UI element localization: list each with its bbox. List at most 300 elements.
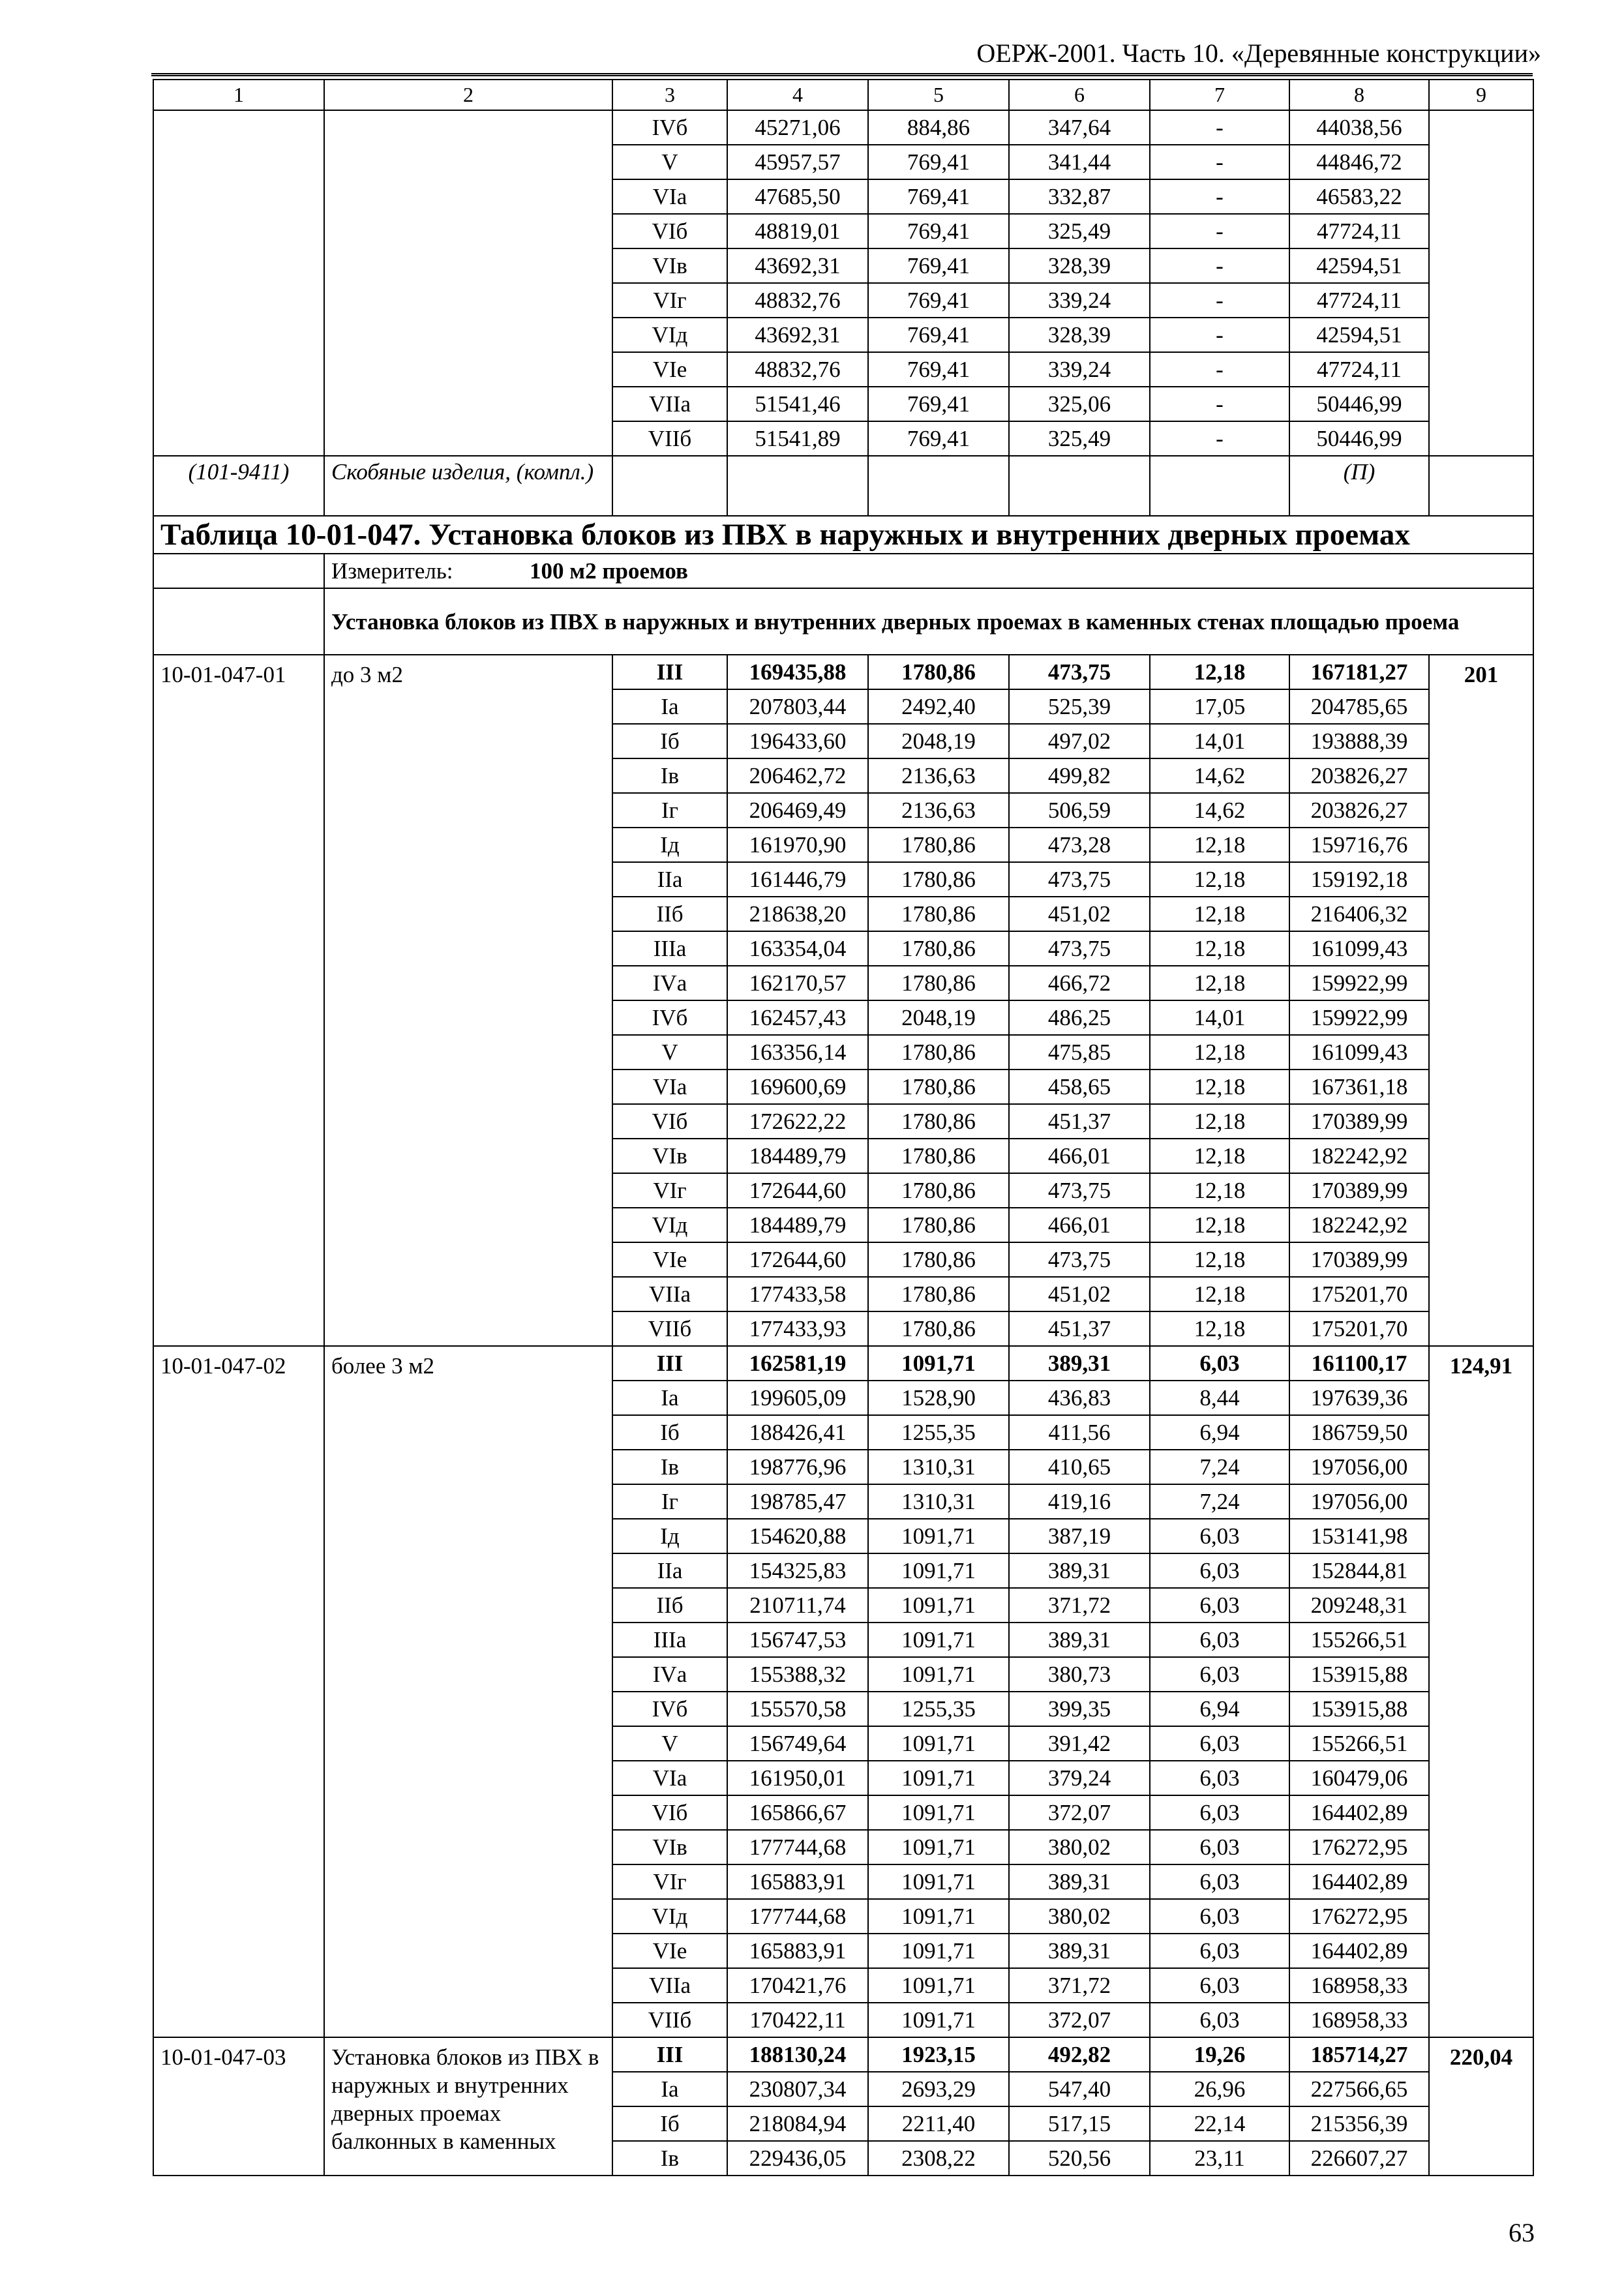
value-cell: 769,41: [868, 179, 1009, 214]
value-cell: 172644,60: [727, 1242, 868, 1277]
value-cell: 391,42: [1009, 1726, 1150, 1761]
zone-cell: VIб: [612, 214, 727, 248]
zone-cell: III: [612, 1346, 727, 1381]
value-cell: 506,59: [1009, 793, 1150, 828]
rates-table-body: [153, 80, 1533, 2176]
zone-cell: IIа: [612, 862, 727, 897]
value-cell: 156749,64: [727, 1726, 868, 1761]
value-cell: 185714,27: [1289, 2037, 1429, 2072]
value-cell: 48832,76: [727, 283, 868, 318]
value-cell: 389,31: [1009, 1864, 1150, 1899]
value-cell: 172622,22: [727, 1104, 868, 1139]
zone-cell: VIе: [612, 352, 727, 387]
col9-cell: 201: [1429, 655, 1533, 1346]
value-cell: 1780,86: [868, 1070, 1009, 1104]
value-cell: 6,03: [1150, 1761, 1289, 1795]
value-cell: 26,96: [1150, 2072, 1289, 2106]
value-cell: 475,85: [1009, 1035, 1150, 1070]
value-cell: 769,41: [868, 387, 1009, 421]
value-cell: 517,15: [1009, 2106, 1150, 2141]
value-cell: 161099,43: [1289, 1035, 1429, 1070]
value-cell: 184489,79: [727, 1208, 868, 1242]
value-cell: 6,03: [1150, 1519, 1289, 1553]
value-cell: 23,11: [1150, 2141, 1289, 2176]
zone-cell: VIа: [612, 179, 727, 214]
value-cell: -: [1150, 248, 1289, 283]
zone-cell: VIв: [612, 1830, 727, 1864]
value-cell: 182242,92: [1289, 1208, 1429, 1242]
zone-cell: VIIб: [612, 421, 727, 456]
value-cell: 1310,31: [868, 1450, 1009, 1484]
value-cell: 339,24: [1009, 352, 1150, 387]
value-cell: 161950,01: [727, 1761, 868, 1795]
zone-cell: Iб: [612, 2106, 727, 2141]
value-cell: 2136,63: [868, 758, 1009, 793]
value-cell: 155388,32: [727, 1657, 868, 1692]
value-cell: 172644,60: [727, 1173, 868, 1208]
value-cell: 380,02: [1009, 1830, 1150, 1864]
value-cell: 1091,71: [868, 2003, 1009, 2037]
value-cell: 229436,05: [727, 2141, 868, 2176]
value-cell: 12,18: [1150, 931, 1289, 966]
zone-cell: Iд: [612, 1519, 727, 1553]
zone-cell: VIIа: [612, 387, 727, 421]
zone-cell: VIв: [612, 1139, 727, 1173]
value-cell: 45957,57: [727, 145, 868, 179]
value-cell: 14,62: [1150, 793, 1289, 828]
column-number: 8: [1289, 80, 1429, 110]
value-cell: 325,06: [1009, 387, 1150, 421]
value-cell: 6,03: [1150, 1968, 1289, 2003]
value-cell: 164402,89: [1289, 1864, 1429, 1899]
value-cell: 168958,33: [1289, 2003, 1429, 2037]
value-cell: 44038,56: [1289, 110, 1429, 145]
value-cell: 347,64: [1009, 110, 1150, 145]
value-cell: 473,75: [1009, 1173, 1150, 1208]
value-cell: 547,40: [1009, 2072, 1150, 2106]
value-cell: 153915,88: [1289, 1657, 1429, 1692]
empty-cell: [1009, 456, 1150, 516]
table-row: [153, 655, 1533, 689]
value-cell: 182242,92: [1289, 1139, 1429, 1173]
value-cell: 161446,79: [727, 862, 868, 897]
value-cell: 206462,72: [727, 758, 868, 793]
value-cell: 451,02: [1009, 897, 1150, 931]
value-cell: 473,75: [1009, 655, 1150, 689]
value-cell: 170389,99: [1289, 1104, 1429, 1139]
value-cell: 1780,86: [868, 931, 1009, 966]
zone-cell: IIб: [612, 897, 727, 931]
running-header: ОЕРЖ-2001. Часть 10. «Деревянные конструкции»: [976, 38, 1541, 68]
value-cell: 163354,04: [727, 931, 868, 966]
rate-code: 10-01-047-01: [153, 655, 324, 1346]
value-cell: 451,37: [1009, 1311, 1150, 1346]
zone-cell: Iв: [612, 1450, 727, 1484]
value-cell: 1091,71: [868, 1761, 1009, 1795]
value-cell: 371,72: [1009, 1968, 1150, 2003]
code-cell: [153, 110, 324, 456]
header-rule: [151, 73, 1533, 76]
zone-cell: VIа: [612, 1070, 727, 1104]
value-cell: 6,03: [1150, 1657, 1289, 1692]
value-cell: 19,26: [1150, 2037, 1289, 2072]
value-cell: 50446,99: [1289, 387, 1429, 421]
value-cell: 769,41: [868, 283, 1009, 318]
meter-label: Измеритель:: [331, 558, 453, 584]
value-cell: 466,72: [1009, 966, 1150, 1000]
value-cell: 169435,88: [727, 655, 868, 689]
value-cell: 1780,86: [868, 1208, 1009, 1242]
col9-cell: [1429, 110, 1533, 456]
zone-cell: IVб: [612, 110, 727, 145]
value-cell: 47724,11: [1289, 283, 1429, 318]
zone-cell: V: [612, 1035, 727, 1070]
value-cell: 6,03: [1150, 1553, 1289, 1588]
value-cell: 1780,86: [868, 1242, 1009, 1277]
zone-cell: Iа: [612, 689, 727, 724]
zone-cell: V: [612, 145, 727, 179]
value-cell: 175201,70: [1289, 1311, 1429, 1346]
value-cell: 1091,71: [868, 1968, 1009, 2003]
value-cell: 1091,71: [868, 1934, 1009, 1968]
rate-code: 10-01-047-02: [153, 1346, 324, 2037]
zone-cell: V: [612, 1726, 727, 1761]
value-cell: 184489,79: [727, 1139, 868, 1173]
value-cell: 2048,19: [868, 1000, 1009, 1035]
empty-cell: [1150, 456, 1289, 516]
value-cell: 161100,17: [1289, 1346, 1429, 1381]
value-cell: 159922,99: [1289, 1000, 1429, 1035]
zone-cell: IIIа: [612, 1623, 727, 1657]
value-cell: 1528,90: [868, 1381, 1009, 1415]
zone-cell: VIIб: [612, 1311, 727, 1346]
value-cell: 165866,67: [727, 1795, 868, 1830]
value-cell: 1780,86: [868, 1035, 1009, 1070]
value-cell: 1780,86: [868, 897, 1009, 931]
value-cell: 1310,31: [868, 1484, 1009, 1519]
value-cell: 207803,44: [727, 689, 868, 724]
value-cell: 12,18: [1150, 1139, 1289, 1173]
value-cell: 2308,22: [868, 2141, 1009, 2176]
value-cell: 170421,76: [727, 1968, 868, 2003]
table-row: [153, 1346, 1533, 1381]
empty-cell: [153, 554, 324, 588]
zone-cell: IVб: [612, 1000, 727, 1035]
zone-cell: VIд: [612, 1208, 727, 1242]
value-cell: 1091,71: [868, 1657, 1009, 1692]
value-cell: 169600,69: [727, 1070, 868, 1104]
zone-cell: VIд: [612, 318, 727, 352]
col9-cell: 124,91: [1429, 1346, 1533, 2037]
value-cell: 12,18: [1150, 1035, 1289, 1070]
zone-cell: IIIа: [612, 931, 727, 966]
value-cell: 1091,71: [868, 1553, 1009, 1588]
value-cell: 380,73: [1009, 1657, 1150, 1692]
value-cell: 492,82: [1009, 2037, 1150, 2072]
empty-cell: [612, 456, 727, 516]
value-cell: 17,05: [1150, 689, 1289, 724]
value-cell: 2048,19: [868, 724, 1009, 758]
value-cell: 210711,74: [727, 1588, 868, 1623]
value-cell: 160479,06: [1289, 1761, 1429, 1795]
value-cell: 155570,58: [727, 1692, 868, 1726]
value-cell: 1780,86: [868, 828, 1009, 862]
value-cell: 1091,71: [868, 1795, 1009, 1830]
value-cell: 499,82: [1009, 758, 1150, 793]
value-cell: 14,01: [1150, 724, 1289, 758]
value-cell: 339,24: [1009, 283, 1150, 318]
zone-cell: III: [612, 655, 727, 689]
value-cell: 1255,35: [868, 1415, 1009, 1450]
value-cell: 419,16: [1009, 1484, 1150, 1519]
value-cell: -: [1150, 283, 1289, 318]
value-cell: 167361,18: [1289, 1070, 1429, 1104]
value-cell: 2693,29: [868, 2072, 1009, 2106]
value-cell: 372,07: [1009, 1795, 1150, 1830]
value-cell: 162581,19: [727, 1346, 868, 1381]
zone-cell: IIа: [612, 1553, 727, 1588]
column-number: 9: [1429, 80, 1533, 110]
value-cell: 520,56: [1009, 2141, 1150, 2176]
value-cell: 1780,86: [868, 1104, 1009, 1139]
value-cell: -: [1150, 421, 1289, 456]
value-cell: 48819,01: [727, 214, 868, 248]
zone-cell: III: [612, 2037, 727, 2072]
rate-name: до 3 м2: [324, 655, 612, 1346]
value-cell: 769,41: [868, 352, 1009, 387]
value-cell: 12,18: [1150, 1311, 1289, 1346]
zone-cell: Iа: [612, 1381, 727, 1415]
value-cell: 1255,35: [868, 1692, 1009, 1726]
value-cell: 525,39: [1009, 689, 1150, 724]
value-cell: 198785,47: [727, 1484, 868, 1519]
value-cell: 6,03: [1150, 1864, 1289, 1899]
value-cell: 47724,11: [1289, 214, 1429, 248]
value-cell: 227566,65: [1289, 2072, 1429, 2106]
value-cell: 209248,31: [1289, 1588, 1429, 1623]
value-cell: 22,14: [1150, 2106, 1289, 2141]
value-cell: -: [1150, 387, 1289, 421]
zone-cell: IVб: [612, 1692, 727, 1726]
value-cell: 1780,86: [868, 1139, 1009, 1173]
value-cell: -: [1150, 318, 1289, 352]
value-cell: -: [1150, 214, 1289, 248]
value-cell: 14,01: [1150, 1000, 1289, 1035]
value-cell: 372,07: [1009, 2003, 1150, 2037]
value-cell: 230807,34: [727, 2072, 868, 2106]
value-cell: 164402,89: [1289, 1795, 1429, 1830]
value-cell: 165883,91: [727, 1864, 868, 1899]
value-cell: 473,28: [1009, 828, 1150, 862]
value-cell: 451,02: [1009, 1277, 1150, 1311]
value-cell: 769,41: [868, 421, 1009, 456]
empty-cell: [153, 588, 324, 655]
value-cell: 42594,51: [1289, 248, 1429, 283]
table-row: [153, 2037, 1533, 2072]
value-cell: 6,03: [1150, 1588, 1289, 1623]
value-cell: 12,18: [1150, 1208, 1289, 1242]
value-cell: 206469,49: [727, 793, 868, 828]
column-number: 3: [612, 80, 727, 110]
zone-cell: Iг: [612, 1484, 727, 1519]
zone-cell: VIб: [612, 1104, 727, 1139]
value-cell: 1780,86: [868, 966, 1009, 1000]
value-cell: 769,41: [868, 214, 1009, 248]
value-cell: 155266,51: [1289, 1623, 1429, 1657]
value-cell: 6,03: [1150, 1623, 1289, 1657]
value-cell: 193888,39: [1289, 724, 1429, 758]
page-number: 63: [1509, 2218, 1535, 2247]
value-cell: 176272,95: [1289, 1899, 1429, 1934]
value-cell: 6,03: [1150, 1934, 1289, 1968]
value-cell: 332,87: [1009, 179, 1150, 214]
value-cell: 12,18: [1150, 655, 1289, 689]
value-cell: 155266,51: [1289, 1726, 1429, 1761]
value-cell: 175201,70: [1289, 1277, 1429, 1311]
value-cell: 177433,58: [727, 1277, 868, 1311]
value-cell: 165883,91: [727, 1934, 868, 1968]
value-cell: 1780,86: [868, 1311, 1009, 1346]
value-cell: 170389,99: [1289, 1173, 1429, 1208]
value-cell: 8,44: [1150, 1381, 1289, 1415]
value-cell: 46583,22: [1289, 179, 1429, 214]
value-cell: 186759,50: [1289, 1415, 1429, 1450]
value-cell: 153141,98: [1289, 1519, 1429, 1553]
column-number: 4: [727, 80, 868, 110]
value-cell: 153915,88: [1289, 1692, 1429, 1726]
value-cell: 176272,95: [1289, 1830, 1429, 1864]
value-cell: 6,03: [1150, 1795, 1289, 1830]
value-cell: 203826,27: [1289, 758, 1429, 793]
value-cell: 473,75: [1009, 931, 1150, 966]
value-cell: 451,37: [1009, 1104, 1150, 1139]
value-cell: 486,25: [1009, 1000, 1150, 1035]
value-cell: 156747,53: [727, 1623, 868, 1657]
zone-cell: VIIа: [612, 1277, 727, 1311]
zone-cell: Iв: [612, 2141, 727, 2176]
value-cell: -: [1150, 145, 1289, 179]
value-cell: 1091,71: [868, 1830, 1009, 1864]
value-cell: 6,94: [1150, 1415, 1289, 1450]
value-cell: 226607,27: [1289, 2141, 1429, 2176]
column-number: 6: [1009, 80, 1150, 110]
subheading-row: [153, 588, 1533, 655]
value-cell: 170422,11: [727, 2003, 868, 2037]
value-cell: 48832,76: [727, 352, 868, 387]
column-number: 2: [324, 80, 612, 110]
empty-cell: [1429, 456, 1533, 516]
value-cell: 154620,88: [727, 1519, 868, 1553]
value-cell: 399,35: [1009, 1692, 1150, 1726]
zone-cell: Iа: [612, 2072, 727, 2106]
value-cell: 1091,71: [868, 1519, 1009, 1553]
value-cell: 473,75: [1009, 862, 1150, 897]
zone-cell: VIг: [612, 1173, 727, 1208]
value-cell: -: [1150, 110, 1289, 145]
col9-cell: 220,04: [1429, 2037, 1533, 2176]
value-cell: 177744,68: [727, 1899, 868, 1934]
name-cell: [324, 110, 612, 456]
value-cell: 1091,71: [868, 1588, 1009, 1623]
value-cell: 161099,43: [1289, 931, 1429, 966]
value-cell: 1091,71: [868, 1623, 1009, 1657]
value-cell: 12,18: [1150, 1242, 1289, 1277]
value-cell: 325,49: [1009, 421, 1150, 456]
value-cell: 12,18: [1150, 828, 1289, 862]
value-cell: 1780,86: [868, 655, 1009, 689]
value-cell: 1780,86: [868, 1173, 1009, 1208]
meter-value: 100 м2 проемов: [530, 558, 688, 584]
value-cell: 1780,86: [868, 862, 1009, 897]
value-cell: 7,24: [1150, 1450, 1289, 1484]
value-cell: 159192,18: [1289, 862, 1429, 897]
value-cell: 43692,31: [727, 318, 868, 352]
value-cell: 218084,94: [727, 2106, 868, 2141]
value-cell: 167181,27: [1289, 655, 1429, 689]
value-cell: 159716,76: [1289, 828, 1429, 862]
value-cell: 50446,99: [1289, 421, 1429, 456]
value-cell: 43692,31: [727, 248, 868, 283]
value-cell: 170389,99: [1289, 1242, 1429, 1277]
zone-cell: VIд: [612, 1899, 727, 1934]
zone-cell: Iб: [612, 724, 727, 758]
value-cell: 769,41: [868, 318, 1009, 352]
value-cell: 1091,71: [868, 1864, 1009, 1899]
rate-name: более 3 м2: [324, 1346, 612, 2037]
value-cell: 188130,24: [727, 2037, 868, 2072]
zone-cell: Iг: [612, 793, 727, 828]
value-cell: 154325,83: [727, 1553, 868, 1588]
value-cell: 44846,72: [1289, 145, 1429, 179]
value-cell: 161970,90: [727, 828, 868, 862]
value-cell: 51541,46: [727, 387, 868, 421]
rate-code: 10-01-047-03: [153, 2037, 324, 2176]
zone-cell: VIе: [612, 1934, 727, 1968]
value-cell: 42594,51: [1289, 318, 1429, 352]
value-cell: 197056,00: [1289, 1484, 1429, 1519]
value-cell: 328,39: [1009, 318, 1150, 352]
zone-cell: Iб: [612, 1415, 727, 1450]
empty-cell: [727, 456, 868, 516]
meter-row: [153, 554, 1533, 588]
value-cell: 159922,99: [1289, 966, 1429, 1000]
value-cell: -: [1150, 179, 1289, 214]
rates-table: [153, 79, 1534, 2176]
value-cell: 769,41: [868, 248, 1009, 283]
value-cell: 466,01: [1009, 1139, 1150, 1173]
value-cell: 371,72: [1009, 1588, 1150, 1623]
table-row: [153, 110, 1533, 145]
value-cell: 1091,71: [868, 1899, 1009, 1934]
resource-code: (101-9411): [153, 456, 324, 516]
value-cell: 12,18: [1150, 1070, 1289, 1104]
value-cell: 2492,40: [868, 689, 1009, 724]
zone-cell: VIб: [612, 1795, 727, 1830]
zone-cell: IIб: [612, 1588, 727, 1623]
zone-cell: Iд: [612, 828, 727, 862]
value-cell: 51541,89: [727, 421, 868, 456]
empty-cell: [868, 456, 1009, 516]
value-cell: 389,31: [1009, 1934, 1150, 1968]
table-title-row: [153, 516, 1533, 554]
value-cell: 45271,06: [727, 110, 868, 145]
value-cell: 196433,60: [727, 724, 868, 758]
value-cell: 411,56: [1009, 1415, 1150, 1450]
value-cell: 204785,65: [1289, 689, 1429, 724]
value-cell: 164402,89: [1289, 1934, 1429, 1968]
value-cell: -: [1150, 352, 1289, 387]
value-cell: 497,02: [1009, 724, 1150, 758]
